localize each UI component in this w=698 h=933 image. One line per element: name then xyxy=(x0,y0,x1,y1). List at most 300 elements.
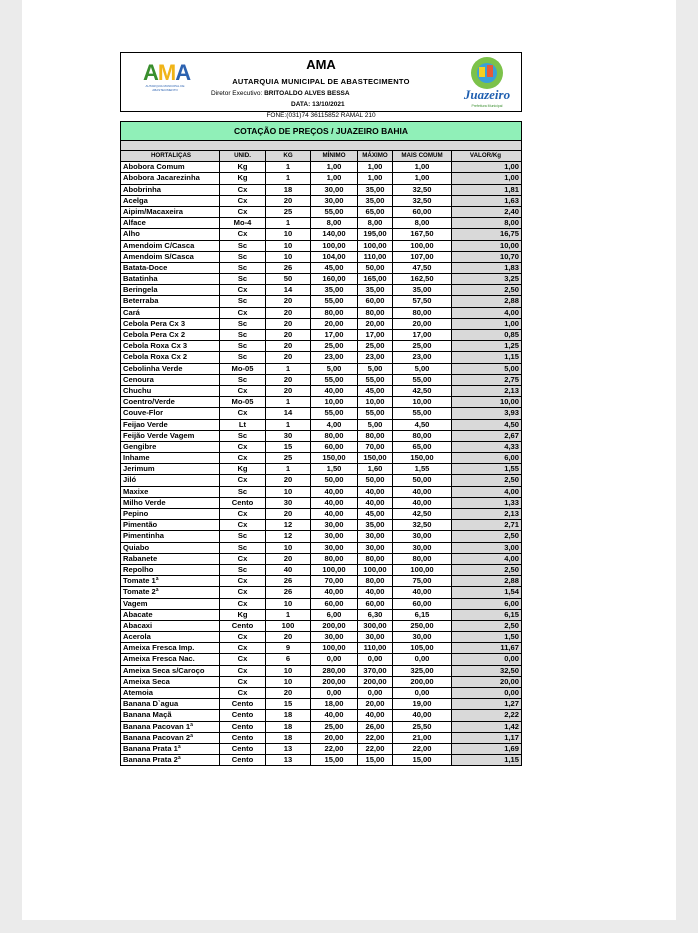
table-body xyxy=(120,162,522,766)
common-price-cell: 4,50 xyxy=(393,420,452,431)
common-price-cell: 0,00 xyxy=(393,688,452,699)
item-name-cell: Acerola xyxy=(120,632,220,643)
min-price-cell: 35,00 xyxy=(311,285,358,296)
unit-cell: Cx xyxy=(220,576,266,587)
item-name-cell: Cebola Pera Cx 2 xyxy=(120,330,220,341)
item-name-cell: Cebola Roxa Cx 3 xyxy=(120,341,220,352)
max-price-cell: 22,00 xyxy=(358,733,393,744)
col-header: MÍNIMO xyxy=(311,151,358,162)
price-per-kg-cell: 0,85 xyxy=(452,330,522,341)
min-price-cell: 40,00 xyxy=(311,587,358,598)
min-price-cell: 60,00 xyxy=(311,442,358,453)
item-name-cell: Abobora Jacarezinha xyxy=(120,173,220,184)
max-price-cell: 35,00 xyxy=(358,185,393,196)
kg-cell: 26 xyxy=(266,576,311,587)
price-per-kg-cell: 1,83 xyxy=(452,263,522,274)
table-row xyxy=(120,274,522,285)
item-name-cell: Feijao Verde xyxy=(120,420,220,431)
kg-cell: 20 xyxy=(266,296,311,307)
table-row xyxy=(120,531,522,542)
unit-cell: Sc xyxy=(220,543,266,554)
item-name-cell: Acelga xyxy=(120,196,220,207)
unit-cell: Cx xyxy=(220,688,266,699)
unit-cell: Mo-05 xyxy=(220,397,266,408)
kg-cell: 15 xyxy=(266,699,311,710)
kg-cell: 10 xyxy=(266,241,311,252)
item-name-cell: Ameixa Fresca Nac. xyxy=(120,654,220,665)
common-price-cell: 23,00 xyxy=(393,352,452,363)
col-header: VALOR/Kg xyxy=(452,151,522,162)
col-header: HORTALIÇAS xyxy=(120,151,220,162)
max-price-cell: 150,00 xyxy=(358,453,393,464)
unit-cell: Cx xyxy=(220,475,266,486)
unit-cell: Sc xyxy=(220,341,266,352)
kg-cell: 20 xyxy=(266,632,311,643)
common-price-cell: 47,50 xyxy=(393,263,452,274)
max-price-cell: 60,00 xyxy=(358,599,393,610)
min-price-cell: 17,00 xyxy=(311,330,358,341)
table-row xyxy=(120,621,522,632)
min-price-cell: 50,00 xyxy=(311,475,358,486)
item-name-cell: Amendoim C/Casca xyxy=(120,241,220,252)
kg-cell: 1 xyxy=(266,464,311,475)
document-header xyxy=(120,52,522,112)
common-price-cell: 60,00 xyxy=(393,207,452,218)
table-row xyxy=(120,699,522,710)
price-per-kg-cell: 10,00 xyxy=(452,241,522,252)
common-price-cell: 1,00 xyxy=(393,162,452,173)
max-price-cell: 30,00 xyxy=(358,632,393,643)
unit-cell: Kg xyxy=(220,162,266,173)
kg-cell: 1 xyxy=(266,397,311,408)
common-price-cell: 25,00 xyxy=(393,341,452,352)
max-price-cell: 55,00 xyxy=(358,375,393,386)
max-price-cell: 26,00 xyxy=(358,722,393,733)
kg-cell: 12 xyxy=(266,531,311,542)
price-per-kg-cell: 6,00 xyxy=(452,599,522,610)
price-per-kg-cell: 1,00 xyxy=(452,162,522,173)
max-price-cell: 23,00 xyxy=(358,352,393,363)
unit-cell: Cx xyxy=(220,308,266,319)
item-name-cell: Feijão Verde Vagem xyxy=(120,431,220,442)
item-name-cell: Pepino xyxy=(120,509,220,520)
min-price-cell: 30,00 xyxy=(311,185,358,196)
kg-cell: 25 xyxy=(266,453,311,464)
unit-cell: Cx xyxy=(220,185,266,196)
table-row xyxy=(120,755,522,766)
max-price-cell: 80,00 xyxy=(358,554,393,565)
price-per-kg-cell: 1,69 xyxy=(452,744,522,755)
price-per-kg-cell: 4,00 xyxy=(452,308,522,319)
common-price-cell: 35,00 xyxy=(393,285,452,296)
price-per-kg-cell: 1,17 xyxy=(452,733,522,744)
price-per-kg-cell: 2,50 xyxy=(452,621,522,632)
min-price-cell: 160,00 xyxy=(311,274,358,285)
price-per-kg-cell: 1,54 xyxy=(452,587,522,598)
table-row xyxy=(120,196,522,207)
min-price-cell: 55,00 xyxy=(311,296,358,307)
price-per-kg-cell: 2,50 xyxy=(452,475,522,486)
item-name-cell: Abobora Comum xyxy=(120,162,220,173)
unit-cell: Sc xyxy=(220,252,266,263)
unit-cell: Cx xyxy=(220,285,266,296)
common-price-cell: 150,00 xyxy=(393,453,452,464)
unit-cell: Sc xyxy=(220,241,266,252)
min-price-cell: 20,00 xyxy=(311,733,358,744)
unit-cell: Sc xyxy=(220,487,266,498)
item-name-cell: Batata-Doce xyxy=(120,263,220,274)
table-row xyxy=(120,487,522,498)
min-price-cell: 200,00 xyxy=(311,621,358,632)
max-price-cell: 370,00 xyxy=(358,666,393,677)
table-row xyxy=(120,576,522,587)
common-price-cell: 20,00 xyxy=(393,319,452,330)
table-row xyxy=(120,285,522,296)
max-price-cell: 80,00 xyxy=(358,431,393,442)
kg-cell: 13 xyxy=(266,744,311,755)
table-row xyxy=(120,218,522,229)
table-row xyxy=(120,453,522,464)
kg-cell: 1 xyxy=(266,162,311,173)
kg-cell: 18 xyxy=(266,710,311,721)
price-per-kg-cell: 1,50 xyxy=(452,632,522,643)
max-price-cell: 110,00 xyxy=(358,252,393,263)
max-price-cell: 200,00 xyxy=(358,677,393,688)
kg-cell: 1 xyxy=(266,173,311,184)
unit-cell: Cento xyxy=(220,722,266,733)
date-line xyxy=(291,101,345,108)
table-row xyxy=(120,554,522,565)
item-name-cell: Ameixa Seca s/Caroço xyxy=(120,666,220,677)
date-value: 13/10/2021 xyxy=(312,101,345,108)
price-per-kg-cell: 2,88 xyxy=(452,296,522,307)
table-row xyxy=(120,733,522,744)
table-row xyxy=(120,207,522,218)
common-price-cell: 30,00 xyxy=(393,632,452,643)
unit-cell: Sc xyxy=(220,319,266,330)
min-price-cell: 55,00 xyxy=(311,207,358,218)
max-price-cell: 300,00 xyxy=(358,621,393,632)
kg-cell: 20 xyxy=(266,475,311,486)
common-price-cell: 100,00 xyxy=(393,565,452,576)
unit-cell: Sc xyxy=(220,352,266,363)
kg-cell: 9 xyxy=(266,643,311,654)
svg-text:Prefeitura Municipal: Prefeitura Municipal xyxy=(471,104,503,108)
min-price-cell: 140,00 xyxy=(311,229,358,240)
unit-cell: Mo-05 xyxy=(220,364,266,375)
max-price-cell: 80,00 xyxy=(358,308,393,319)
unit-cell: Cx xyxy=(220,599,266,610)
min-price-cell: 40,00 xyxy=(311,487,358,498)
table-row xyxy=(120,520,522,531)
kg-cell: 20 xyxy=(266,688,311,699)
common-price-cell: 30,00 xyxy=(393,531,452,542)
kg-cell: 1 xyxy=(266,218,311,229)
kg-cell: 26 xyxy=(266,587,311,598)
kg-cell: 20 xyxy=(266,375,311,386)
common-price-cell: 1,55 xyxy=(393,464,452,475)
unit-cell: Cx xyxy=(220,666,266,677)
common-price-cell: 30,00 xyxy=(393,543,452,554)
ama-logo: AMA AUTARQUIA MUNICIPAL DE ABASTECIMENTO xyxy=(143,60,191,92)
kg-cell: 30 xyxy=(266,431,311,442)
kg-cell: 10 xyxy=(266,229,311,240)
price-per-kg-cell: 2,50 xyxy=(452,285,522,296)
price-per-kg-cell: 1,25 xyxy=(452,341,522,352)
table-row xyxy=(120,252,522,263)
price-per-kg-cell: 1,33 xyxy=(452,498,522,509)
unit-cell: Cx xyxy=(220,643,266,654)
price-per-kg-cell: 4,00 xyxy=(452,554,522,565)
common-price-cell: 105,00 xyxy=(393,643,452,654)
price-per-kg-cell: 2,75 xyxy=(452,375,522,386)
common-price-cell: 57,50 xyxy=(393,296,452,307)
juazeiro-logo xyxy=(455,55,519,111)
item-name-cell: Repolho xyxy=(120,565,220,576)
unit-cell: Sc xyxy=(220,375,266,386)
min-price-cell: 20,00 xyxy=(311,319,358,330)
common-price-cell: 0,00 xyxy=(393,654,452,665)
max-price-cell: 15,00 xyxy=(358,755,393,766)
date-label: DATA: xyxy=(291,101,311,108)
common-price-cell: 10,00 xyxy=(393,397,452,408)
table-row xyxy=(120,263,522,274)
item-name-cell: Batatinha xyxy=(120,274,220,285)
item-name-cell: Quiabo xyxy=(120,543,220,554)
min-price-cell: 10,00 xyxy=(311,397,358,408)
price-per-kg-cell: 20,00 xyxy=(452,677,522,688)
common-price-cell: 32,50 xyxy=(393,520,452,531)
unit-cell: Kg xyxy=(220,173,266,184)
max-price-cell: 35,00 xyxy=(358,196,393,207)
price-per-kg-cell: 2,13 xyxy=(452,509,522,520)
unit-cell: Cx xyxy=(220,554,266,565)
kg-cell: 13 xyxy=(266,755,311,766)
price-per-kg-cell: 2,88 xyxy=(452,576,522,587)
max-price-cell: 30,00 xyxy=(358,531,393,542)
price-per-kg-cell: 4,00 xyxy=(452,487,522,498)
price-per-kg-cell: 11,67 xyxy=(452,643,522,654)
item-name-cell: Maxixe xyxy=(120,487,220,498)
unit-cell: Cx xyxy=(220,229,266,240)
item-name-cell: Rabanete xyxy=(120,554,220,565)
unit-cell: Cx xyxy=(220,196,266,207)
kg-cell: 1 xyxy=(266,610,311,621)
max-price-cell: 10,00 xyxy=(358,397,393,408)
common-price-cell: 40,00 xyxy=(393,498,452,509)
max-price-cell: 60,00 xyxy=(358,296,393,307)
item-name-cell: Amendoim S/Casca xyxy=(120,252,220,263)
item-name-cell: Ameixa Seca xyxy=(120,677,220,688)
item-name-cell: Inhame xyxy=(120,453,220,464)
table-row xyxy=(120,352,522,363)
kg-cell: 20 xyxy=(266,308,311,319)
max-price-cell: 70,00 xyxy=(358,442,393,453)
max-price-cell: 165,00 xyxy=(358,274,393,285)
sheet-title: COTAÇÃO DE PREÇOS / JUAZEIRO BAHIA xyxy=(120,121,522,141)
kg-cell: 20 xyxy=(266,196,311,207)
item-name-cell: Alface xyxy=(120,218,220,229)
common-price-cell: 325,00 xyxy=(393,666,452,677)
director-name: BRITOALDO ALVES BESSA xyxy=(264,90,350,97)
table-header xyxy=(120,151,522,162)
item-name-cell: Milho Verde xyxy=(120,498,220,509)
table-row xyxy=(120,710,522,721)
item-name-cell: Pimentão xyxy=(120,520,220,531)
unit-cell: Cx xyxy=(220,509,266,520)
min-price-cell: 30,00 xyxy=(311,520,358,531)
spacer-row xyxy=(120,141,522,151)
price-per-kg-cell: 10,00 xyxy=(452,397,522,408)
table-row xyxy=(120,319,522,330)
kg-cell: 20 xyxy=(266,352,311,363)
item-name-cell: Banana Prata 2ª xyxy=(120,755,220,766)
min-price-cell: 30,00 xyxy=(311,543,358,554)
max-price-cell: 80,00 xyxy=(358,576,393,587)
unit-cell: Kg xyxy=(220,464,266,475)
kg-cell: 1 xyxy=(266,420,311,431)
max-price-cell: 40,00 xyxy=(358,710,393,721)
common-price-cell: 80,00 xyxy=(393,431,452,442)
table-row xyxy=(120,375,522,386)
min-price-cell: 1,50 xyxy=(311,464,358,475)
common-price-cell: 80,00 xyxy=(393,308,452,319)
table-row xyxy=(120,442,522,453)
table-row xyxy=(120,330,522,341)
common-price-cell: 21,00 xyxy=(393,733,452,744)
common-price-cell: 50,00 xyxy=(393,475,452,486)
max-price-cell: 6,30 xyxy=(358,610,393,621)
max-price-cell: 35,00 xyxy=(358,285,393,296)
min-price-cell: 18,00 xyxy=(311,699,358,710)
common-price-cell: 55,00 xyxy=(393,408,452,419)
price-per-kg-cell: 1,15 xyxy=(452,755,522,766)
unit-cell: Cx xyxy=(220,442,266,453)
unit-cell: Cx xyxy=(220,654,266,665)
table-row xyxy=(120,677,522,688)
price-per-kg-cell: 32,50 xyxy=(452,666,522,677)
min-price-cell: 45,00 xyxy=(311,263,358,274)
item-name-cell: Pimentinha xyxy=(120,531,220,542)
max-price-cell: 45,00 xyxy=(358,386,393,397)
common-price-cell: 22,00 xyxy=(393,744,452,755)
col-header: MAIS COMUM xyxy=(393,151,452,162)
price-per-kg-cell: 3,25 xyxy=(452,274,522,285)
item-name-cell: Abacaxi xyxy=(120,621,220,632)
common-price-cell: 250,00 xyxy=(393,621,452,632)
min-price-cell: 30,00 xyxy=(311,531,358,542)
max-price-cell: 50,00 xyxy=(358,263,393,274)
header-subtitle: AUTARQUIA MUNICIPAL DE ABASTECIMENTO xyxy=(232,77,410,86)
price-per-kg-cell: 5,00 xyxy=(452,364,522,375)
unit-cell: Sc xyxy=(220,531,266,542)
item-name-cell: Cebolinha Verde xyxy=(120,364,220,375)
min-price-cell: 8,00 xyxy=(311,218,358,229)
header-title: AMA xyxy=(306,57,336,72)
price-per-kg-cell: 3,00 xyxy=(452,543,522,554)
kg-cell: 25 xyxy=(266,207,311,218)
unit-cell: Lt xyxy=(220,420,266,431)
item-name-cell: Ameixa Fresca Imp. xyxy=(120,643,220,654)
min-price-cell: 80,00 xyxy=(311,554,358,565)
kg-cell: 26 xyxy=(266,263,311,274)
max-price-cell: 17,00 xyxy=(358,330,393,341)
unit-cell: Cento xyxy=(220,755,266,766)
table-row xyxy=(120,173,522,184)
item-name-cell: Banana Pacovan 1ª xyxy=(120,722,220,733)
min-price-cell: 280,00 xyxy=(311,666,358,677)
kg-cell: 14 xyxy=(266,408,311,419)
min-price-cell: 60,00 xyxy=(311,599,358,610)
kg-cell: 10 xyxy=(266,252,311,263)
table-row xyxy=(120,643,522,654)
common-price-cell: 19,00 xyxy=(393,699,452,710)
item-name-cell: Atemoia xyxy=(120,688,220,699)
min-price-cell: 80,00 xyxy=(311,431,358,442)
kg-cell: 18 xyxy=(266,185,311,196)
max-price-cell: 22,00 xyxy=(358,744,393,755)
item-name-cell: Banana Prata 1ª xyxy=(120,744,220,755)
unit-cell: Cento xyxy=(220,744,266,755)
phone-line: FONE:(031)74 36115852 RAMAL 210 xyxy=(266,112,376,119)
max-price-cell: 1,00 xyxy=(358,162,393,173)
item-name-cell: Couve-Flor xyxy=(120,408,220,419)
table-row xyxy=(120,722,522,733)
common-price-cell: 100,00 xyxy=(393,241,452,252)
common-price-cell: 8,00 xyxy=(393,218,452,229)
min-price-cell: 150,00 xyxy=(311,453,358,464)
max-price-cell: 110,00 xyxy=(358,643,393,654)
item-name-cell: Banana Maçã xyxy=(120,710,220,721)
unit-cell: Kg xyxy=(220,610,266,621)
table-row xyxy=(120,654,522,665)
common-price-cell: 162,50 xyxy=(393,274,452,285)
unit-cell: Sc xyxy=(220,263,266,274)
common-price-cell: 6,15 xyxy=(393,610,452,621)
table-row xyxy=(120,666,522,677)
price-per-kg-cell: 3,93 xyxy=(452,408,522,419)
min-price-cell: 0,00 xyxy=(311,688,358,699)
max-price-cell: 1,00 xyxy=(358,173,393,184)
min-price-cell: 100,00 xyxy=(311,241,358,252)
min-price-cell: 200,00 xyxy=(311,677,358,688)
common-price-cell: 1,00 xyxy=(393,173,452,184)
common-price-cell: 40,00 xyxy=(393,487,452,498)
unit-cell: Cento xyxy=(220,699,266,710)
common-price-cell: 167,50 xyxy=(393,229,452,240)
min-price-cell: 40,00 xyxy=(311,710,358,721)
max-price-cell: 20,00 xyxy=(358,319,393,330)
kg-cell: 10 xyxy=(266,487,311,498)
table-row xyxy=(120,229,522,240)
max-price-cell: 40,00 xyxy=(358,587,393,598)
unit-cell: Cento xyxy=(220,498,266,509)
unit-cell: Cx xyxy=(220,453,266,464)
common-price-cell: 55,00 xyxy=(393,375,452,386)
price-per-kg-cell: 1,00 xyxy=(452,319,522,330)
kg-cell: 20 xyxy=(266,509,311,520)
min-price-cell: 80,00 xyxy=(311,308,358,319)
price-per-kg-cell: 2,67 xyxy=(452,431,522,442)
table-row xyxy=(120,599,522,610)
table-row xyxy=(120,431,522,442)
common-price-cell: 25,50 xyxy=(393,722,452,733)
item-name-cell: Jiló xyxy=(120,475,220,486)
max-price-cell: 5,00 xyxy=(358,364,393,375)
item-name-cell: Tomate 2ª xyxy=(120,587,220,598)
min-price-cell: 4,00 xyxy=(311,420,358,431)
unit-cell: Cx xyxy=(220,520,266,531)
